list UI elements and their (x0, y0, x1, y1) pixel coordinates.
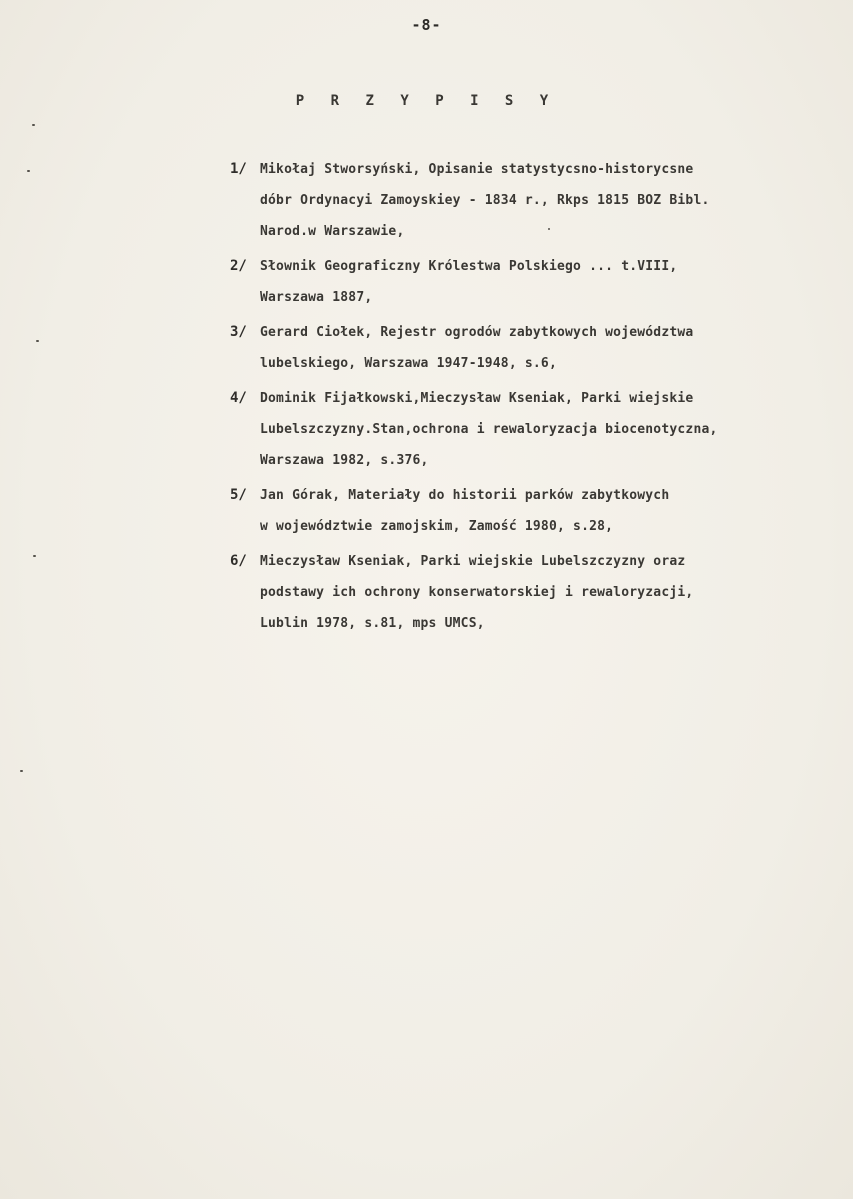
footnote (230, 317, 845, 379)
footnote-text-line: w województwie zamojskim, Zamość 1980, s.28, (260, 519, 614, 534)
paper-speck (27, 170, 30, 172)
paper-speck (20, 770, 23, 772)
footnote-text-line: Mikołaj Stworsyński, Opisanie statystycsno-historycsne (260, 162, 694, 177)
footnote-text-line: podstawy ich ochrony konserwatorskiej i rewaloryzacji, (260, 585, 694, 600)
section-heading: P R Z Y P I S Y (295, 93, 558, 109)
footnote-text-line: Mieczysław Kseniak, Parki wiejskie Lubelszczyzny oraz (260, 554, 686, 569)
paper-speck (33, 555, 36, 557)
footnote-text-line: dóbr Ordynacyi Zamoyskiey - 1834 r., Rkps 1815 BOZ Bibl. (260, 193, 710, 208)
footnote (230, 480, 845, 542)
footnote-number: 4/ (230, 390, 247, 406)
footnote-text-line: lubelskiego, Warszawa 1947-1948, s.6, (260, 356, 557, 371)
footnote-number: 3/ (230, 324, 247, 340)
footnote-number: 2/ (230, 258, 247, 274)
footnote (230, 383, 845, 476)
footnote-text-line: Narod.w Warszawie, (260, 224, 405, 239)
footnote-text-line: Lublin 1978, s.81, mps UMCS, (260, 616, 485, 631)
footnote-text-line: Gerard Ciołek, Rejestr ogrodów zabytkowych województwa (260, 325, 694, 340)
footnote-text-line: Jan Górak, Materiały do historii parków zabytkowych (260, 488, 670, 503)
footnote-text-line: Słownik Geograficzny Królestwa Polskiego ... t.VIII, (260, 259, 678, 274)
page-number: -8- (411, 16, 442, 34)
footnote (230, 154, 845, 247)
footnote-text-line: Dominik Fijałkowski,Mieczysław Kseniak, Parki wiejskie (260, 391, 694, 406)
footnote-number: 1/ (230, 161, 247, 177)
footnote-number: 5/ (230, 487, 247, 503)
footnote-number: 6/ (230, 553, 247, 569)
footnote-text-line: Warszawa 1887, (260, 290, 373, 305)
footnote (230, 251, 845, 313)
footnote-list (230, 154, 845, 643)
paper-speck (36, 340, 39, 342)
footnote (230, 546, 845, 639)
footnote-text-line: Lubelszczyzny.Stan,ochrona i rewaloryzacja biocenotyczna, (260, 422, 718, 437)
footnote-text-line: Warszawa 1982, s.376, (260, 453, 429, 468)
paper-speck (32, 124, 35, 126)
